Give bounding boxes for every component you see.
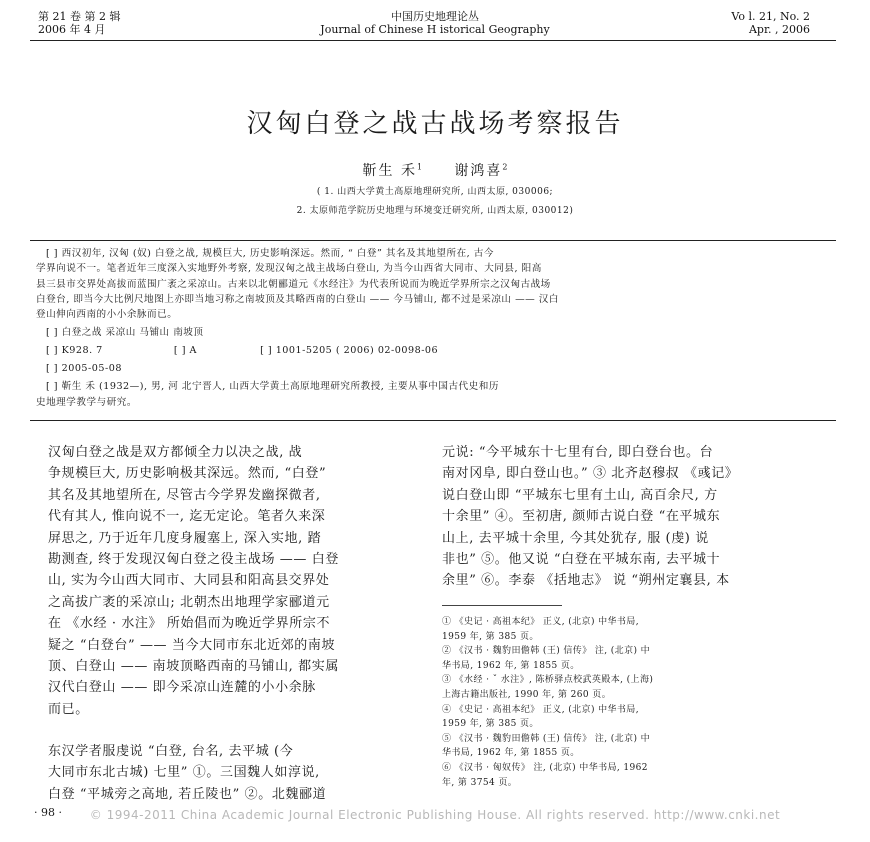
keywords-label: [ ] — [46, 327, 59, 338]
footnote-line: 1959 年, 第 385 页。 — [442, 719, 539, 730]
footnote-line: ⑤ 《汉书 · 魏豹田儋韩 (王) 信传》 注, (北京) 中 — [442, 733, 651, 744]
body-line: 屏思之, 乃于近年几度身履塞上, 深入实地, 踏 — [48, 530, 322, 546]
running-header-right — [731, 10, 810, 36]
body-line: 汉代白登山 —— 即今采凉山连麓的小小余脉 — [48, 680, 316, 696]
author-bio-line: 史地理学教学与研究。 — [36, 397, 137, 408]
abstract-text: 西汉初年, 汉匈 (奴) 白登之战, 规模巨大, 历史影响深远。然而, “ 白登” 其名及其地望所在, 古今 — [61, 248, 494, 259]
footnote-line: 上海古籍出版社, 1990 年, 第 260 页。 — [442, 689, 612, 700]
body-right-column — [442, 442, 828, 592]
abstract-line: 白登台, 即当今大比例尺地图上亦即当地习称之南坡顶及其略西南的白登山 —— 今马铺山, 都不过是采凉山 —— 汉白 — [36, 294, 559, 305]
article-id-label: [ ] — [260, 345, 273, 356]
body-left-column-lower — [48, 741, 424, 805]
clc-code: K928. 7 — [61, 345, 103, 356]
footnote-line: 1959 年, 第 385 页。 — [442, 631, 539, 642]
abstract-line: 登山伸向西南的小小余脉而已。 — [36, 309, 178, 320]
body-line: 白登 “平城旁之高地, 若丘陵也” ②。北魏郦道 — [48, 786, 327, 802]
body-line: 东汉学者服虔说 “白登, 台名, 去平城 (今 — [48, 744, 294, 759]
copyright-watermark: © 1994-2011 China Academic Journal Electronic Publishing House. All rights reserved. http://www.cnki.net — [89, 808, 781, 822]
header-rule — [30, 40, 836, 41]
body-line: 大同市东北古城) 七里” ①。三国魏人如淳说, — [48, 765, 320, 781]
doc-code-label: [ ] — [173, 345, 186, 356]
abstract-top-rule — [30, 240, 836, 241]
body-line: 山, 实为今山西大同市、大同县和阳高县交界处 — [48, 573, 330, 589]
publication-date: 2006 年 4 月 — [38, 23, 106, 36]
footnote-line: ① 《史记 · 高祖本纪》 正义, (北京) 中华书局, — [442, 617, 639, 627]
body-line: 勘测查, 终于发现汉匈白登之役主战场 —— 白登 — [48, 552, 339, 568]
body-line: 之高拔广袤的采凉山; 北朝杰出地理学家郦道元 — [48, 594, 330, 610]
classification-line — [46, 343, 822, 358]
affiliation-1: ( 1. 山西大学黄土高原地理研究所, 山西太原, 030006; — [316, 187, 554, 197]
received-label: [ ] — [46, 363, 59, 374]
publication-date-en: Apr. , 2006 — [748, 23, 810, 36]
body-line: 元说: “今平城东十七里有台, 即白登台也。台 — [442, 445, 714, 460]
abstract-line — [46, 246, 822, 261]
body-line: 南对冈阜, 即白登山也。” ③ 北齐赵穆叔 《彧记》 — [442, 466, 739, 482]
article-title: 汉匈白登之战古战场考察报告 — [246, 109, 624, 139]
body-line: 十余里” ④。至初唐, 颜师古说白登 “在平城东 — [442, 509, 721, 525]
keywords-text: 白登之战 采凉山 马铺山 南坡顶 — [61, 327, 204, 338]
affiliation-2: 2. 太原师范学院历史地理与环境变迁研究所, 山西太原, 030012) — [296, 206, 574, 216]
journal-name-cn: 中国历史地理论丛 — [391, 10, 479, 23]
volume-issue: 第 21 卷 第 2 辑 — [38, 10, 121, 23]
footnote-line: ③ 《水经 · ˇ 水注》, 陈桥驿点校武英殿本, (上海) — [442, 675, 654, 686]
footnote-line: 华书局, 1962 年, 第 1855 页。 — [442, 660, 580, 671]
body-line: 而已。 — [48, 701, 89, 717]
abstract-label: [ ] — [46, 248, 59, 259]
body-line: 顶、白登山 —— 南坡顶略西南的马铺山, 都实属 — [48, 659, 339, 675]
author-bio-line — [46, 379, 822, 394]
author-bio-label: [ ] — [46, 381, 59, 392]
body-line: 疑之 “白登台” —— 当今大同市东北近郊的南坡 — [48, 637, 336, 653]
footnote-line: ⑥ 《汉书 · 匈奴传》 注, (北京) 中华书局, 1962 — [442, 762, 648, 773]
body-line: 代有其人, 惟向说不一, 迄无定论。笔者久来深 — [48, 509, 326, 525]
doc-code: A — [189, 345, 197, 356]
author-name: 谢鸿喜 — [454, 163, 503, 179]
body-line: 其名及其地望所在, 尽管古今学界发幽探微者, — [48, 487, 321, 503]
footnote-line: ④ 《史记 · 高祖本纪》 正义, (北京) 中华书局, — [442, 704, 639, 715]
body-left-column — [48, 442, 424, 720]
author-affiliation-mark: 2 — [502, 162, 508, 172]
abstract-line: 县三县市交界处高拔而蓝围广袤之采凉山。古来以北朝郦道元《水经注》为代表所说而为晚近学界所宗之汉匈古战场 — [36, 279, 551, 290]
page-number: · 98 · — [34, 806, 62, 819]
article-id: 1001-5205 ( 2006) 02-0098-06 — [275, 345, 439, 356]
body-line: 争规模巨大, 历史影响极其深远。然而, “白登” — [48, 466, 327, 482]
body-line: 山上, 去平城十余里, 今其处犹存, 服 (虔) 说 — [442, 530, 709, 546]
body-line: 非也” ⑤。他又说 “白登在平城东南, 去平城十 — [442, 552, 721, 568]
body-line: 汉匈白登之战是双方都倾全力以决之战, 战 — [48, 445, 303, 460]
author-name: 靳生 禾 — [362, 163, 417, 179]
received-date: 2005-05-08 — [61, 363, 122, 374]
author-bio-text: 靳生 禾 (1932—), 男, 河 北宁晋人, 山西大学黄土高原地理研究所教授, 主要从事中国古代史和历 — [61, 381, 499, 392]
body-line: 在 《水经 · 水注》 所始倡而为晚近学界所宗不 — [48, 616, 331, 632]
footnote-rule — [442, 605, 562, 606]
footnote-line: ② 《汉书 · 魏豹田儋韩 (王) 信传》 注, (北京) 中 — [442, 646, 651, 657]
footnotes — [442, 615, 828, 790]
author-affiliation-mark: 1 — [417, 162, 423, 172]
volume-issue-en: Vo l. 21, No. 2 — [731, 10, 810, 23]
footnote-line: 年, 第 3754 页。 — [442, 777, 518, 788]
author-line — [0, 160, 870, 180]
footnote-line: 华书局, 1962 年, 第 1855 页。 — [442, 748, 580, 759]
clc-label: [ ] — [46, 345, 59, 356]
body-line: 说白登山即 “平城东七里有土山, 高百余尺, 方 — [442, 487, 718, 503]
received-line — [46, 361, 822, 376]
abstract-line: 学界向说不一。笔者近年三度深入实地野外考察, 发现汉匈之战主战场白登山, 为当今山西省大同市、大同县, 阳高 — [36, 263, 542, 274]
keywords-line — [46, 325, 822, 340]
body-line: 余里” ⑥。李泰 《括地志》 说 “朔州定襄县, 本 — [442, 573, 730, 589]
journal-name-en: Journal of Chinese H istorical Geography — [320, 23, 550, 36]
abstract-bottom-rule — [30, 420, 836, 421]
